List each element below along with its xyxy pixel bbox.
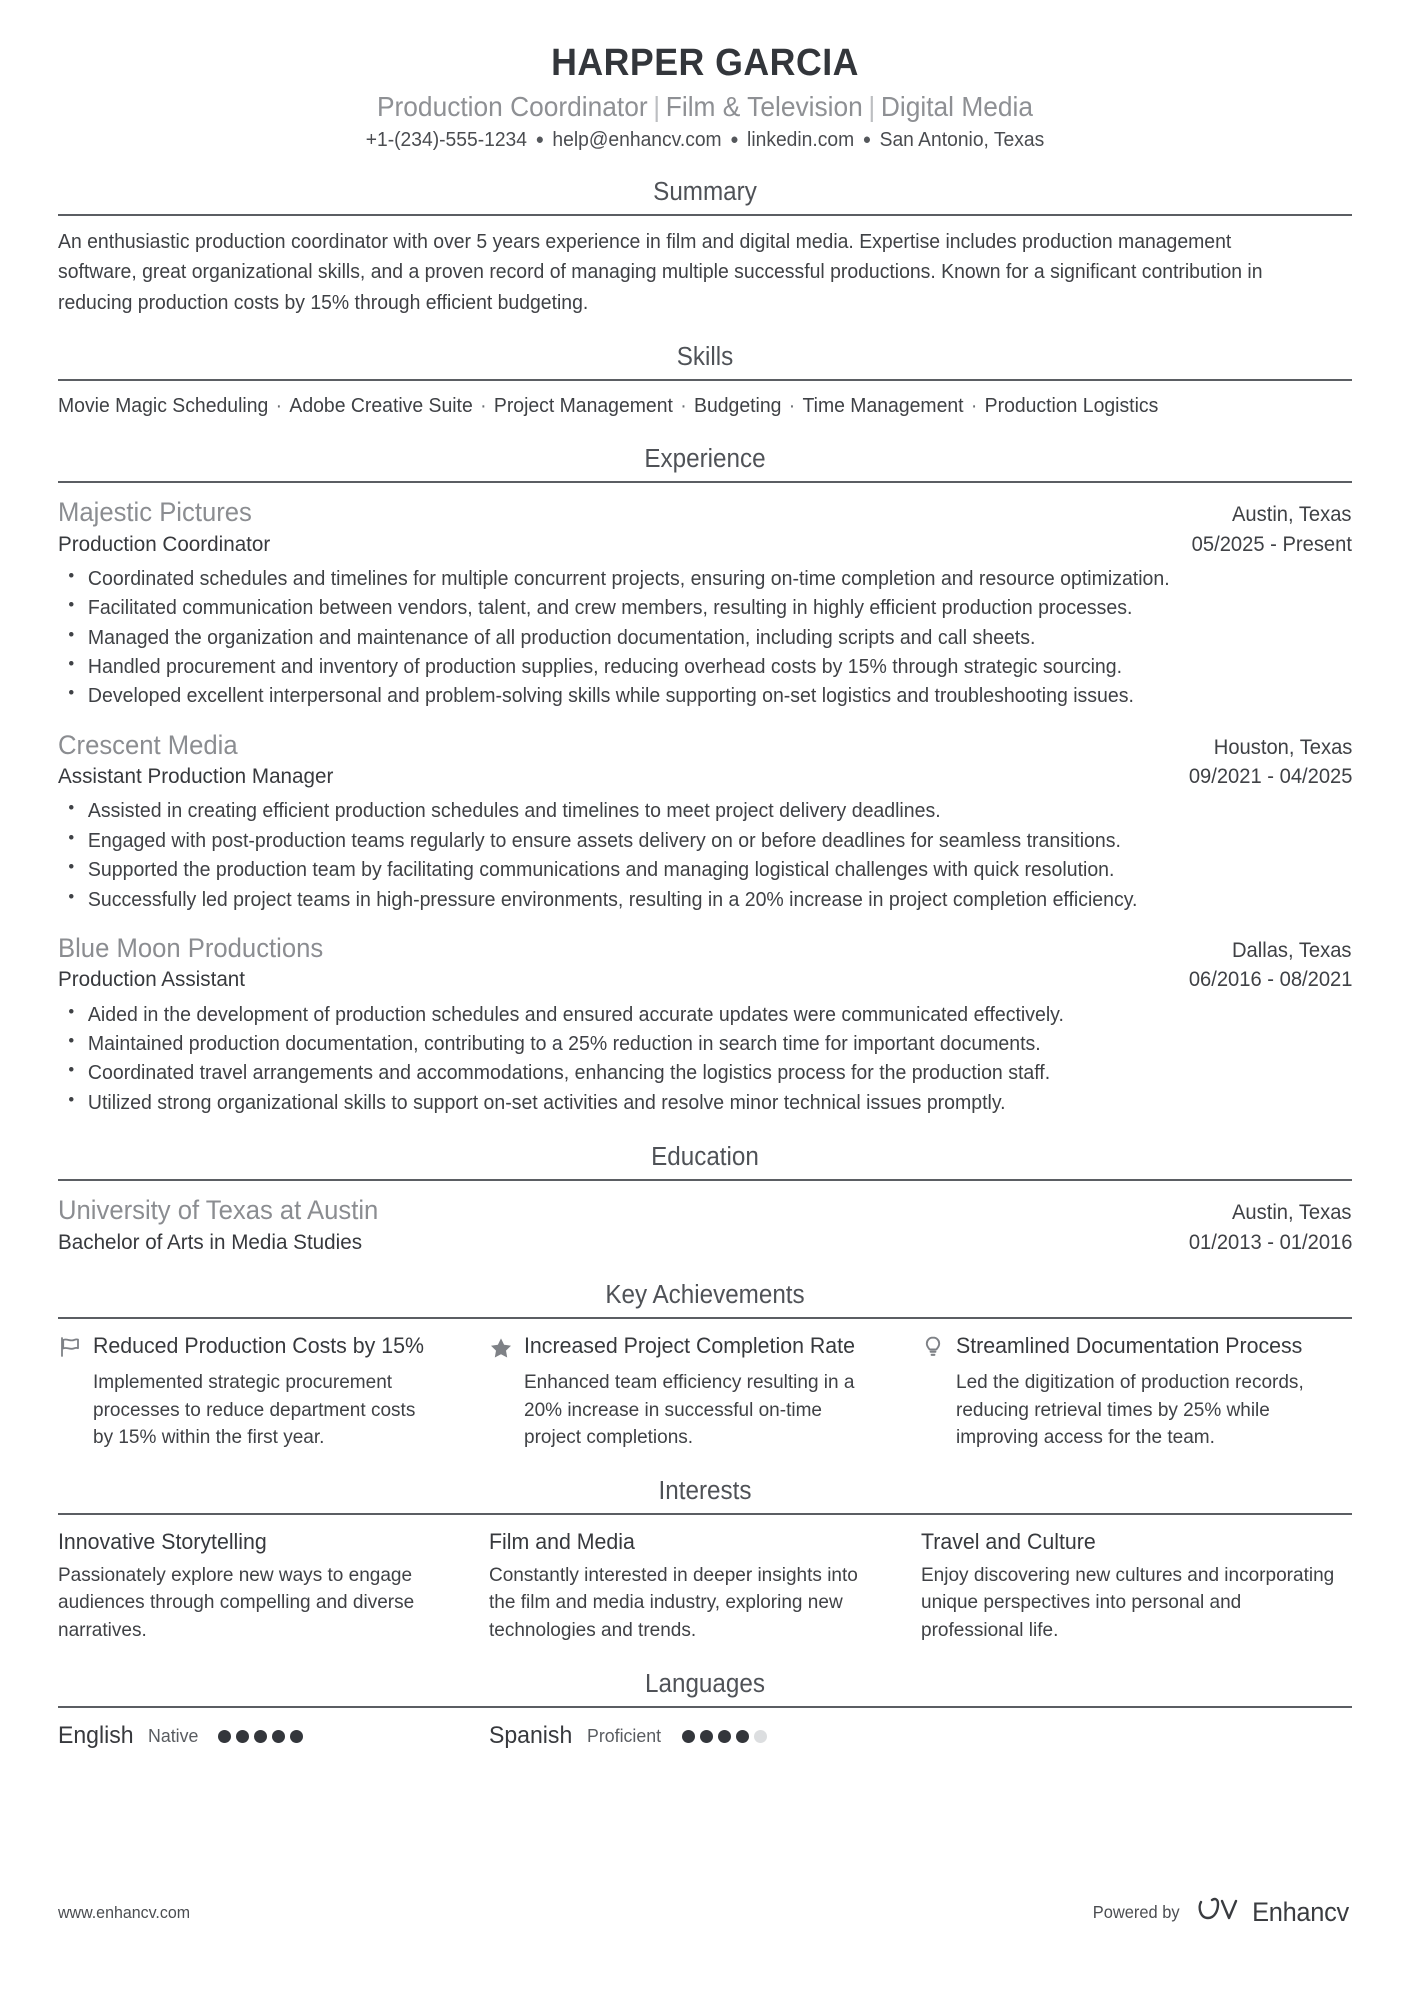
section-summary [58,177,1352,318]
headline-part-3: Digital Media [880,90,1034,122]
experience-location: Houston, Texas [1213,735,1352,759]
experience-bullet: • Utilized strong organizational skills to support on-set activities and resolve minor technical issues promptly. [85,1089,1320,1118]
experience-bullet: • Handled procurement and inventory of production supplies, reducing overhead costs by 15% through strategic sourcing. [85,653,1320,682]
interest-columns [58,1528,1352,1645]
language-level-dots [218,1730,303,1743]
contact-email[interactable]: help@enhancv.com [552,128,722,152]
interest-description: Enjoy discovering new cultures and incorporating unique perspectives into personal and professional life. [920,1563,1334,1641]
footer-url[interactable]: www.enhancv.com [58,1902,191,1922]
section-skills [58,342,1352,420]
skill-separator: · [270,395,288,418]
summary-text: An enthusiastic production coordinator with over 5 years experience in film and digital media. Expertise includes production management software, great organizational skills, and a proven record of managing multiple successful productions. Known for a significant contribution in reducing production costs by 15% through efficient budgeting. [58,230,1263,314]
interest-item [58,1528,489,1645]
education-dates: 01/2013 - 01/2016 [1188,1230,1352,1254]
skill-item: Time Management [802,395,964,418]
experience-dates: 09/2021 - 04/2025 [1188,765,1352,789]
language-level-dot [736,1730,749,1743]
section-interests [58,1476,1352,1645]
interest-title: Film and Media [489,1529,636,1555]
experience-bullet: • Managed the organization and maintenance of all production documentation, including scripts and call sheets. [85,624,1320,653]
section-education [58,1142,1352,1256]
language-level-dots [682,1730,767,1743]
interest-description: Passionately explore new ways to engage audiences through compelling and diverse narratives. [58,1563,415,1641]
language-level-label: Proficient [587,1725,662,1747]
footer-brand-block [1090,1896,1352,1929]
achievement-description: Enhanced team efficiency resulting in a 20% increase in successful on-time project completions. [524,1370,855,1449]
experience-role: Assistant Production Manager [58,764,334,789]
experience-company: Blue Moon Productions [58,932,324,963]
bullet-separator-icon: ● [535,131,544,149]
experience-bullets [58,1001,1352,1119]
education-school: University of Texas at Austin [58,1195,379,1226]
experience-bullet: • Coordinated schedules and timelines for multiple concurrent projects, ensuring on-time completion and resource optimization. [85,565,1320,594]
skill-item: Movie Magic Scheduling [58,395,269,418]
experience-role-row [58,529,1352,558]
experience-dates: 05/2025 - Present [1191,532,1352,556]
section-achievements [58,1280,1352,1452]
language-item [489,1722,920,1751]
section-divider [58,1179,1352,1181]
section-divider [58,1706,1352,1708]
experience-role: Production Coordinator [58,531,271,556]
interest-description: Constantly interested in deeper insights into the film and media industry, exploring new technologies and trends. [489,1563,859,1641]
powered-by-label: Powered by [1092,1902,1180,1922]
skills-list [58,392,1313,420]
section-title-education: Education [651,1143,759,1172]
enhancv-mark-icon [1198,1896,1240,1929]
section-title-achievements: Key Achievements [605,1280,805,1309]
education-location: Austin, Texas [1232,1201,1352,1225]
experience-org-row [58,729,1352,761]
experience-bullet: • Aided in the development of production schedules and ensured accurate updates were communicated effectively. [85,1001,1320,1030]
language-level-dot [754,1730,767,1743]
section-title-summary: Summary [653,177,757,206]
section-divider [58,1513,1352,1515]
experience-entry [58,496,1352,712]
experience-company: Crescent Media [58,729,238,760]
experience-bullet: • Supported the production team by facilitating communications and managing logistical challenges with quick resolution. [85,856,1320,885]
experience-org-row [58,496,1352,528]
language-level-dot [236,1730,249,1743]
experience-location: Dallas, Texas [1232,938,1352,962]
achievement-title: Reduced Production Costs by 15% [93,1332,424,1358]
skill-separator: · [965,395,983,418]
headline-part-1: Production Coordinator [376,90,648,122]
candidate-name: HARPER GARCIA [551,42,859,84]
education-degree: Bachelor of Arts in Media Studies [58,1229,363,1254]
skill-separator: · [674,395,693,418]
language-level-dot [290,1730,303,1743]
experience-org-row [58,932,1352,964]
interest-item [489,1528,920,1645]
experience-bullets [58,797,1352,915]
headline-part-2: Film & Television [665,90,863,122]
language-list [58,1722,1352,1751]
achievement-item [489,1332,920,1452]
education-degree-row [58,1227,1352,1256]
language-item [58,1722,489,1751]
experience-role-row [58,761,1352,790]
star-icon [489,1335,513,1361]
experience-entry [58,729,1352,915]
achievement-description: Led the digitization of production records, reducing retrieval times by 25% while improving access for the team. [955,1370,1304,1449]
achievement-item [921,1332,1352,1452]
experience-role-row [58,964,1352,993]
enhancv-wordmark: Enhancv [1252,1897,1349,1927]
experience-bullet: • Maintained production documentation, contributing to a 25% reduction in search time for important documents. [85,1030,1320,1059]
experience-bullet: • Successfully led project teams in high-pressure environments, resulting in a 20% increase in project completion efficiency. [85,886,1320,915]
section-divider [58,1317,1352,1319]
achievement-columns [58,1332,1352,1452]
section-experience [58,444,1352,1118]
interest-item [921,1528,1352,1645]
section-divider [58,214,1352,216]
skill-item: Project Management [493,395,673,418]
experience-bullet: • Coordinated travel arrangements and accommodations, enhancing the logistics process for the production staff. [85,1059,1320,1088]
lightbulb-icon [921,1335,945,1361]
experience-bullet: • Facilitated communication between vendors, talent, and crew members, resulting in highly efficient production processes. [85,594,1320,623]
experience-dates: 06/2016 - 08/2021 [1188,968,1352,992]
skill-item: Production Logistics [984,395,1159,418]
skill-item: Adobe Creative Suite [289,395,473,418]
contact-line [97,127,1313,153]
experience-company: Majestic Pictures [58,497,252,528]
experience-location: Austin, Texas [1232,503,1352,527]
interest-title: Travel and Culture [920,1529,1096,1555]
section-title-interests: Interests [658,1477,752,1506]
section-title-languages: Languages [645,1669,765,1698]
experience-bullet: • Developed excellent interpersonal and problem-solving skills while supporting on-set logistics and troubleshooting issues. [85,682,1320,711]
enhancv-logo [1198,1896,1352,1929]
bullet-separator-icon: ● [862,131,872,149]
contact-location: San Antonio, Texas [879,128,1045,152]
achievement-heading [921,1332,1352,1361]
resume-footer [58,1896,1352,1929]
candidate-headline [97,90,1313,124]
education-entry [58,1194,1352,1256]
experience-bullet: • Assisted in creating efficient production schedules and timelines to meet project delivery deadlines. [85,797,1320,826]
resume-header [58,0,1352,153]
language-name: English [58,1721,134,1749]
achievement-title: Streamlined Documentation Process [955,1332,1302,1358]
contact-linkedin[interactable]: linkedin.com [747,128,855,152]
section-title-skills: Skills [676,343,734,372]
skill-separator: · [783,395,801,418]
achievement-heading [489,1332,878,1361]
achievement-item [58,1332,489,1452]
language-level-dot [682,1730,695,1743]
language-level-dot [254,1730,267,1743]
headline-separator: | [653,90,661,122]
experience-entries [58,496,1352,1118]
skill-item: Budgeting [694,395,782,418]
bullet-separator-icon: ● [730,131,739,149]
section-title-experience: Experience [644,445,766,474]
achievement-title: Increased Project Completion Rate [524,1332,856,1358]
interest-title: Innovative Storytelling [58,1529,267,1555]
education-entries [58,1194,1352,1256]
experience-bullets [58,565,1352,712]
language-level-label: Native [147,1725,199,1747]
achievement-heading [58,1332,447,1361]
achievement-description: Implemented strategic procurement processes to reduce department costs by 15% within the first year. [93,1370,416,1449]
section-divider [58,481,1352,483]
flag-icon [58,1335,82,1361]
section-languages [58,1669,1352,1751]
language-level-dot [718,1730,731,1743]
section-divider [58,379,1352,381]
language-level-dot [272,1730,285,1743]
experience-bullet: • Engaged with post-production teams regularly to ensure assets delivery on or before deadlines for seamless transitions. [85,827,1320,856]
language-level-dot [218,1730,231,1743]
contact-phone: +1-(234)-555-1234 [365,128,527,152]
experience-role: Production Assistant [58,967,246,992]
language-level-dot [700,1730,713,1743]
headline-separator: | [868,90,876,122]
skill-separator: · [474,395,492,418]
education-school-row [58,1194,1352,1226]
experience-entry [58,932,1352,1118]
language-name: Spanish [489,1721,573,1749]
